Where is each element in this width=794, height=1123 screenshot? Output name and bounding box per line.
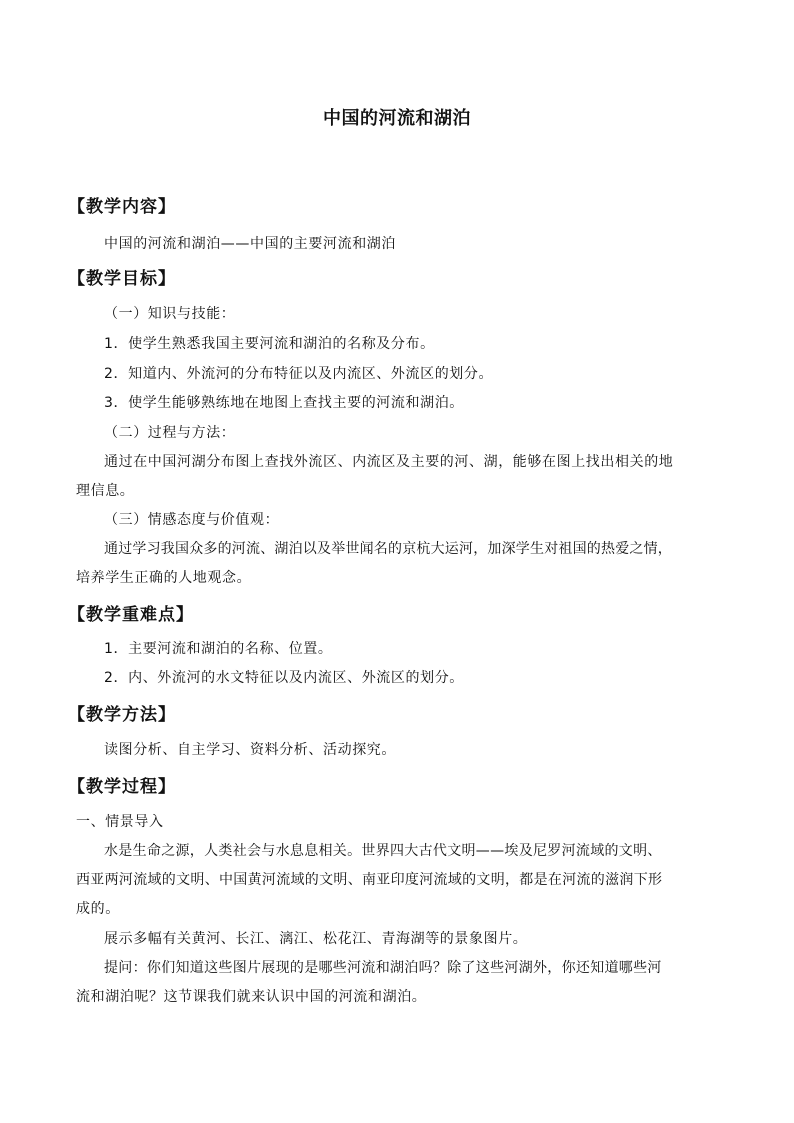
document-title: 中国的河流和湖泊 [323,108,471,129]
goals-item-2: 2．知道内、外流河的分布特征以及内流区、外流区的划分。 [104,366,494,382]
process-para1-line-2: 西亚两河流域的文明、中国黄河流域的文明、南亚印度河流域的文明，都是在河流的滋润下形 [76,872,663,888]
process-para3-line-2: 流和湖泊呢？这节课我们就来认识中国的河流和湖泊。 [76,989,427,1005]
goals-process-line-1: 通过在中国河湖分布图上查找外流区、内流区及主要的河、湖，能够在图上找出相关的地 [104,454,674,470]
goals-process-line-2: 理信息。 [76,483,135,499]
goals-item-3: 3．使学生能够熟练地在地图上查找主要的河流和湖泊。 [104,395,464,411]
goals-subheading-process: （二）过程与方法： [104,425,236,441]
goals-attitude-line-1: 通过学习我国众多的河流、湖泊以及举世闻名的京杭大运河，加深学生对祖国的热爱之情， [104,541,672,557]
goals-subheading-attitude: （三）情感态度与价值观： [104,512,280,528]
keypoints-item-1: 1．主要河流和湖泊的名称、位置。 [104,641,333,657]
heading-process: 【教学过程】 [68,777,176,797]
keypoints-item-2: 2．内、外流河的水文特征以及内流区、外流区的划分。 [104,670,464,686]
methods-text: 读图分析、自主学习、资料分析、活动探究。 [104,742,396,758]
heading-teaching-goals: 【教学目标】 [68,269,176,289]
process-para2: 展示多幅有关黄河、长江、漓江、松花江、青海湖等的景象图片。 [104,931,528,947]
heading-key-points: 【教学重难点】 [68,605,194,625]
heading-teaching-content: 【教学内容】 [68,197,176,217]
goals-item-1: 1．使学生熟悉我国主要河流和湖泊的名称及分布。 [104,336,435,352]
goals-subheading-knowledge: （一）知识与技能： [104,306,236,322]
heading-methods: 【教学方法】 [68,705,176,725]
teaching-content-text: 中国的河流和湖泊——中国的主要河流和湖泊 [104,236,396,252]
goals-attitude-line-2: 培养学生正确的人地观念。 [76,570,252,586]
process-step-1: 一、情景导入 [76,814,164,830]
process-para1-line-3: 成的。 [76,901,120,917]
process-para1-line-1: 水是生命之源，人类社会与水息息相关。世界四大古代文明——埃及尼罗河流域的文明、 [104,843,662,859]
process-para3-line-1: 提问：你们知道这些图片展现的是哪些河流和湖泊吗？除了这些河湖外，你还知道哪些河 [104,960,662,976]
